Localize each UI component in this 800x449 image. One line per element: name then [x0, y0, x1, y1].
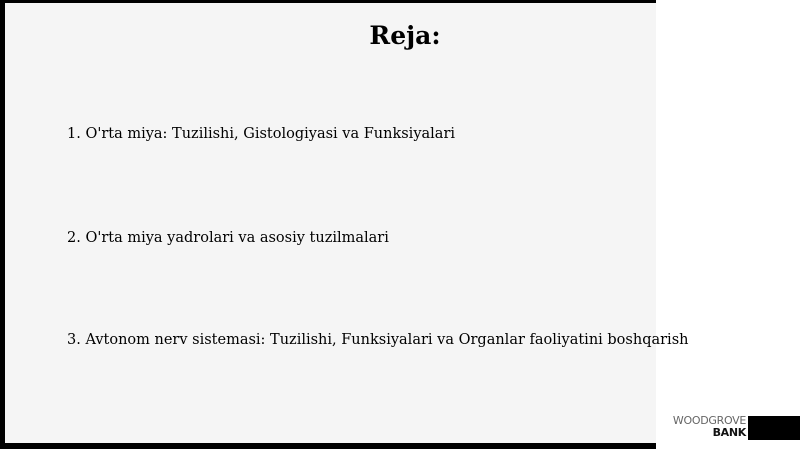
logo-line-1: WOODGROVE — [672, 414, 746, 427]
right-margin — [656, 0, 800, 412]
logo-block — [748, 416, 800, 440]
slide-title: Reja: — [369, 21, 441, 50]
bottom-border — [0, 443, 656, 449]
logo-line-2: BANK — [712, 426, 746, 439]
slide-content-panel — [5, 3, 656, 443]
agenda-item-1: 1. O'rta miya: Tuzilishi, Gistologiyasi va Funksiyalari — [67, 126, 456, 142]
agenda-item-2: 2. O'rta miya yadrolari va asosiy tuzilmalari — [67, 230, 389, 246]
logo-text — [658, 415, 746, 439]
agenda-item-3: 3. Avtonom nerv sistemasi: Tuzilishi, Funksiyalari va Organlar faoliyatini boshqarish — [67, 332, 689, 348]
logo — [656, 412, 800, 449]
